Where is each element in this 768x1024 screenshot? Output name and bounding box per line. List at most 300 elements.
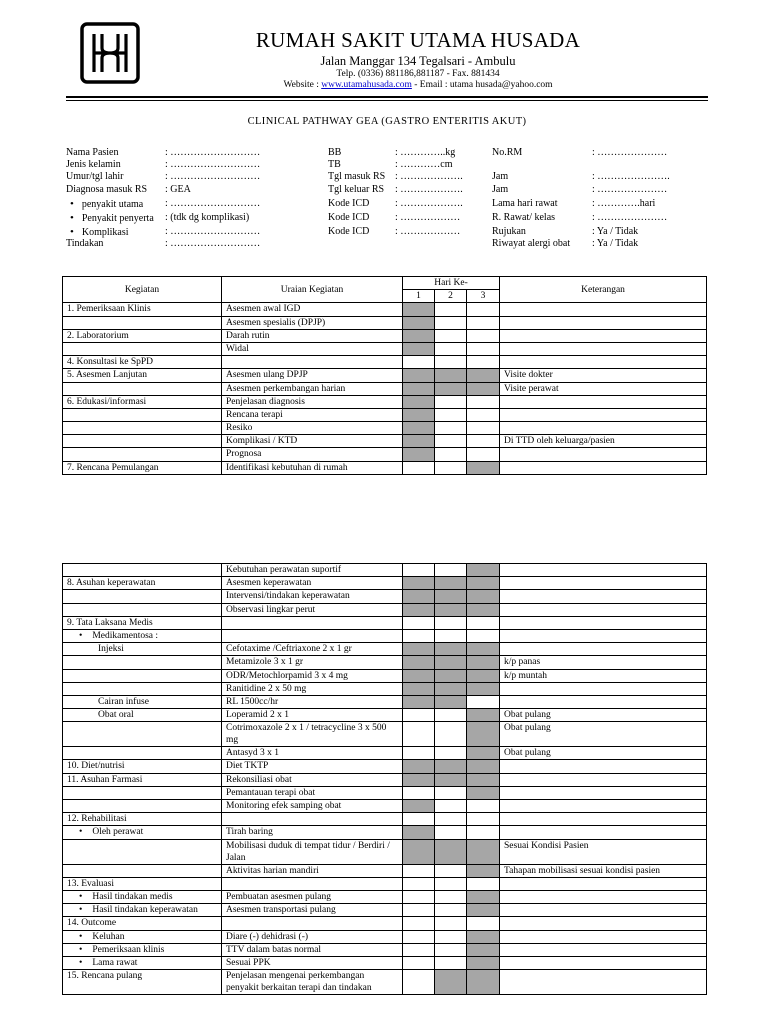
day-2-cell[interactable] bbox=[435, 408, 467, 421]
day-2-cell[interactable] bbox=[435, 956, 467, 969]
day-2-cell[interactable] bbox=[435, 864, 467, 877]
day-3-cell[interactable] bbox=[467, 629, 500, 642]
keterangan-cell bbox=[500, 603, 707, 616]
table-row bbox=[63, 342, 707, 355]
day-3-cell[interactable] bbox=[467, 773, 500, 786]
day-3-cell[interactable] bbox=[467, 448, 500, 461]
day-3-cell[interactable] bbox=[467, 813, 500, 826]
table-row bbox=[63, 864, 707, 877]
table-row bbox=[63, 603, 707, 616]
day-3-cell[interactable] bbox=[467, 356, 500, 369]
keterangan-cell bbox=[500, 800, 707, 813]
kegiatan-cell: 13. Evaluasi bbox=[63, 877, 222, 890]
table-row bbox=[63, 590, 707, 603]
header-rule bbox=[66, 96, 708, 98]
uraian-cell: Observasi lingkar perut bbox=[222, 603, 403, 616]
table-row bbox=[63, 695, 707, 708]
uraian-cell: Rencana terapi bbox=[222, 408, 403, 421]
keterangan-cell bbox=[500, 890, 707, 903]
keterangan-cell bbox=[500, 643, 707, 656]
day-2-cell[interactable] bbox=[435, 643, 467, 656]
day-1-cell[interactable] bbox=[403, 564, 435, 577]
day-1-cell[interactable] bbox=[403, 342, 435, 355]
header-rule-thin bbox=[66, 100, 708, 101]
table-row bbox=[63, 356, 707, 369]
day-1-cell[interactable] bbox=[403, 682, 435, 695]
day-3-cell[interactable] bbox=[467, 577, 500, 590]
keterangan-cell bbox=[500, 329, 707, 342]
day-2-cell[interactable] bbox=[435, 616, 467, 629]
day-2-cell[interactable] bbox=[435, 342, 467, 355]
day-2-cell[interactable] bbox=[435, 395, 467, 408]
day-2-cell[interactable] bbox=[435, 722, 467, 747]
form-field[interactable]: : ………………. bbox=[395, 184, 463, 195]
day-2-cell[interactable] bbox=[435, 813, 467, 826]
form-field[interactable]: : ………………… bbox=[592, 147, 668, 158]
table-row bbox=[63, 786, 707, 799]
day-2-cell[interactable] bbox=[435, 669, 467, 682]
day-1-cell[interactable] bbox=[403, 970, 435, 995]
kegiatan-cell bbox=[63, 603, 222, 616]
table-row bbox=[63, 316, 707, 329]
kegiatan-cell bbox=[63, 656, 222, 669]
day-1-cell[interactable] bbox=[403, 303, 435, 316]
uraian-cell: Asesmen awal IGD bbox=[222, 303, 403, 316]
table-row bbox=[63, 408, 707, 421]
keterangan-cell bbox=[500, 956, 707, 969]
form-field[interactable]: : ……………………… bbox=[165, 226, 261, 237]
form-field[interactable]: : ……………………… bbox=[165, 159, 261, 170]
form-field[interactable]: : ………………… bbox=[592, 212, 668, 223]
day-3-cell[interactable] bbox=[467, 329, 500, 342]
kegiatan-cell: 8. Asuhan keperawatan bbox=[63, 577, 222, 590]
kegiatan-cell bbox=[63, 786, 222, 799]
col-header-uraian: Uraian Kegiatan bbox=[222, 277, 403, 303]
day-2-cell[interactable] bbox=[435, 904, 467, 917]
kegiatan-cell: 10. Diet/nutrisi bbox=[63, 760, 222, 773]
table-row bbox=[63, 382, 707, 395]
day-2-cell[interactable] bbox=[435, 329, 467, 342]
keterangan-cell: Tahapan mobilisasi sesuai kondisi pasien bbox=[500, 864, 707, 877]
uraian-cell: Cefotaxime /Ceftriaxone 2 x 1 gr bbox=[222, 643, 403, 656]
table-row bbox=[63, 656, 707, 669]
kegiatan-cell: 6. Edukasi/informasi bbox=[63, 395, 222, 408]
document-title: CLINICAL PATHWAY GEA (GASTRO ENTERITIS AKUT) bbox=[247, 116, 527, 127]
form-field[interactable]: : ………………. bbox=[395, 198, 463, 209]
day-1-cell[interactable] bbox=[403, 316, 435, 329]
keterangan-cell bbox=[500, 408, 707, 421]
table-row bbox=[63, 669, 707, 682]
uraian-cell: Resiko bbox=[222, 422, 403, 435]
table-row bbox=[63, 616, 707, 629]
keterangan-cell bbox=[500, 695, 707, 708]
pathway-table-2 bbox=[62, 563, 707, 995]
kegiatan-cell: 5. Asesmen Lanjutan bbox=[63, 369, 222, 382]
day-1-cell[interactable] bbox=[403, 709, 435, 722]
day-1-cell[interactable] bbox=[403, 956, 435, 969]
form-label: Umur/tgl lahir bbox=[66, 171, 124, 182]
day-1-cell[interactable] bbox=[403, 461, 435, 474]
day-2-cell[interactable] bbox=[435, 826, 467, 839]
day-2-cell[interactable] bbox=[435, 890, 467, 903]
form-label: Diagnosa masuk RS bbox=[66, 184, 148, 195]
form-label: Lama hari rawat bbox=[492, 198, 558, 209]
day-3-cell[interactable] bbox=[467, 603, 500, 616]
keterangan-cell: Obat pulang bbox=[500, 709, 707, 722]
day-3-cell[interactable] bbox=[467, 943, 500, 956]
day-1-cell[interactable] bbox=[403, 773, 435, 786]
table-row bbox=[63, 643, 707, 656]
day-2-cell[interactable] bbox=[435, 316, 467, 329]
day-1-cell[interactable] bbox=[403, 616, 435, 629]
form-field[interactable]: : …………cm bbox=[395, 159, 453, 170]
table-row bbox=[63, 826, 707, 839]
form-field[interactable]: : Ya / Tidak bbox=[592, 226, 639, 237]
day-2-cell[interactable] bbox=[435, 461, 467, 474]
form-label: TB bbox=[328, 159, 341, 170]
day-2-cell[interactable] bbox=[435, 695, 467, 708]
day-1-cell[interactable] bbox=[403, 890, 435, 903]
form-field[interactable]: : ……………………… bbox=[165, 238, 261, 249]
table-row bbox=[63, 877, 707, 890]
form-label: • Komplikasi bbox=[70, 226, 129, 239]
kegiatan-cell bbox=[63, 408, 222, 421]
kegiatan-cell bbox=[63, 747, 222, 760]
table-row bbox=[63, 904, 707, 917]
day-1-cell[interactable] bbox=[403, 408, 435, 421]
uraian-cell bbox=[222, 917, 403, 930]
day-2-cell[interactable] bbox=[435, 356, 467, 369]
day-1-cell[interactable] bbox=[403, 943, 435, 956]
table-row bbox=[63, 773, 707, 786]
uraian-cell: Sesuai PPK bbox=[222, 956, 403, 969]
day-3-cell[interactable] bbox=[467, 342, 500, 355]
kegiatan-cell: • Medikamentosa : bbox=[63, 629, 222, 642]
form-field[interactable]: : ………….hari bbox=[592, 198, 656, 209]
uraian-cell: Cotrimoxazole 2 x 1 / tetracycline 3 x 500 mg bbox=[222, 722, 403, 747]
keterangan-cell: k/p muntah bbox=[500, 669, 707, 682]
uraian-cell bbox=[222, 629, 403, 642]
day-1-cell[interactable] bbox=[403, 643, 435, 656]
day-3-cell[interactable] bbox=[467, 616, 500, 629]
form-field[interactable]: : (tdk dg komplikasi) bbox=[165, 212, 250, 223]
day-3-cell[interactable] bbox=[467, 747, 500, 760]
keterangan-cell bbox=[500, 813, 707, 826]
day-1-cell[interactable] bbox=[403, 877, 435, 890]
day-2-cell[interactable] bbox=[435, 773, 467, 786]
form-label: • penyakit utama bbox=[70, 198, 143, 211]
day-1-cell[interactable] bbox=[403, 813, 435, 826]
form-field[interactable]: : Ya / Tidak bbox=[592, 238, 639, 249]
keterangan-cell bbox=[500, 629, 707, 642]
kegiatan-cell bbox=[63, 722, 222, 747]
kegiatan-cell: • Keluhan bbox=[63, 930, 222, 943]
kegiatan-cell bbox=[63, 564, 222, 577]
keterangan-cell bbox=[500, 760, 707, 773]
day-3-cell[interactable] bbox=[467, 303, 500, 316]
form-field[interactable]: : GEA bbox=[165, 184, 191, 195]
form-field[interactable]: : …………………. bbox=[592, 171, 670, 182]
kegiatan-cell bbox=[63, 342, 222, 355]
day-1-cell[interactable] bbox=[403, 422, 435, 435]
day-3-cell[interactable] bbox=[467, 695, 500, 708]
keterangan-cell bbox=[500, 564, 707, 577]
day-2-cell[interactable] bbox=[435, 709, 467, 722]
uraian-cell: Intervensi/tindakan keperawatan bbox=[222, 590, 403, 603]
kegiatan-cell bbox=[63, 448, 222, 461]
table-row bbox=[63, 760, 707, 773]
day-3-cell[interactable] bbox=[467, 709, 500, 722]
uraian-cell: Diare (-) dehidrasi (-) bbox=[222, 930, 403, 943]
uraian-cell: Asesmen perkembangan harian bbox=[222, 382, 403, 395]
day-1-cell[interactable] bbox=[403, 329, 435, 342]
keterangan-cell bbox=[500, 316, 707, 329]
day-2-cell[interactable] bbox=[435, 435, 467, 448]
hospital-contact bbox=[150, 80, 686, 90]
keterangan-cell: Sesuai Kondisi Pasien bbox=[500, 839, 707, 864]
table-row bbox=[63, 930, 707, 943]
uraian-cell: ODR/Metochlorpamid 3 x 4 mg bbox=[222, 669, 403, 682]
keterangan-cell bbox=[500, 786, 707, 799]
day-3-cell[interactable] bbox=[467, 395, 500, 408]
form-field[interactable]: : ……………………… bbox=[165, 198, 261, 209]
table-row bbox=[63, 970, 707, 995]
form-label: R. Rawat/ kelas bbox=[492, 212, 556, 223]
uraian-cell: Prognosa bbox=[222, 448, 403, 461]
day-3-cell[interactable] bbox=[467, 722, 500, 747]
table-row bbox=[63, 890, 707, 903]
form-label: Kode ICD bbox=[328, 226, 370, 237]
kegiatan-cell: Injeksi bbox=[63, 643, 222, 656]
table-row bbox=[63, 813, 707, 826]
uraian-cell: Pemantauan terapi obat bbox=[222, 786, 403, 799]
table-row bbox=[63, 722, 707, 747]
day-2-cell[interactable] bbox=[435, 590, 467, 603]
day-2-cell[interactable] bbox=[435, 747, 467, 760]
table-row bbox=[63, 747, 707, 760]
day-3-cell[interactable] bbox=[467, 382, 500, 395]
day-2-cell[interactable] bbox=[435, 629, 467, 642]
keterangan-cell bbox=[500, 395, 707, 408]
form-label: Tindakan bbox=[66, 238, 104, 249]
table-row bbox=[63, 461, 707, 474]
form-field[interactable]: : ………………. bbox=[395, 171, 463, 182]
form-field[interactable]: : ……………… bbox=[395, 226, 461, 237]
day-2-cell[interactable] bbox=[435, 970, 467, 995]
kegiatan-cell: 1. Pemeriksaan Klinis bbox=[63, 303, 222, 316]
day-2-cell[interactable] bbox=[435, 564, 467, 577]
kegiatan-cell: 11. Asuhan Farmasi bbox=[63, 773, 222, 786]
day-1-cell[interactable] bbox=[403, 839, 435, 864]
day-1-cell[interactable] bbox=[403, 395, 435, 408]
day-3-cell[interactable] bbox=[467, 890, 500, 903]
table-row bbox=[63, 682, 707, 695]
kegiatan-cell: Obat oral bbox=[63, 709, 222, 722]
day-1-cell[interactable] bbox=[403, 695, 435, 708]
table-row bbox=[63, 956, 707, 969]
day-2-cell[interactable] bbox=[435, 577, 467, 590]
day-2-cell[interactable] bbox=[435, 382, 467, 395]
day-1-cell[interactable] bbox=[403, 800, 435, 813]
uraian-cell bbox=[222, 616, 403, 629]
keterangan-cell bbox=[500, 342, 707, 355]
website-link[interactable]: www.utamahusada.com bbox=[321, 80, 412, 90]
day-3-cell[interactable] bbox=[467, 800, 500, 813]
uraian-cell bbox=[222, 356, 403, 369]
day-3-cell[interactable] bbox=[467, 656, 500, 669]
day-3-cell[interactable] bbox=[467, 956, 500, 969]
day-1-cell[interactable] bbox=[403, 435, 435, 448]
table-row bbox=[63, 435, 707, 448]
day-3-cell[interactable] bbox=[467, 643, 500, 656]
day-1-cell[interactable] bbox=[403, 356, 435, 369]
keterangan-cell bbox=[500, 616, 707, 629]
day-3-cell[interactable] bbox=[467, 930, 500, 943]
form-field[interactable]: : ……………………… bbox=[165, 171, 261, 182]
kegiatan-cell: • Oleh perawat bbox=[63, 826, 222, 839]
day-1-cell[interactable] bbox=[403, 590, 435, 603]
uraian-cell: TTV dalam batas normal bbox=[222, 943, 403, 956]
day-1-cell[interactable] bbox=[403, 747, 435, 760]
kegiatan-cell: 9. Tata Laksana Medis bbox=[63, 616, 222, 629]
uraian-cell: Metamizole 3 x 1 gr bbox=[222, 656, 403, 669]
keterangan-cell bbox=[500, 577, 707, 590]
day-3-cell[interactable] bbox=[467, 369, 500, 382]
day-2-cell[interactable] bbox=[435, 930, 467, 943]
kegiatan-cell: • Lama rawat bbox=[63, 956, 222, 969]
uraian-cell: Identifikasi kebutuhan di rumah bbox=[222, 461, 403, 474]
day-1-cell[interactable] bbox=[403, 382, 435, 395]
keterangan-cell: Visite perawat bbox=[500, 382, 707, 395]
day-2-cell[interactable] bbox=[435, 448, 467, 461]
email-text: - Email : utama husada@yahoo.com bbox=[411, 80, 553, 90]
day-2-cell[interactable] bbox=[435, 839, 467, 864]
keterangan-cell: Obat pulang bbox=[500, 747, 707, 760]
uraian-cell: Diet TKTP bbox=[222, 760, 403, 773]
day-2-cell[interactable] bbox=[435, 603, 467, 616]
table-row bbox=[63, 629, 707, 642]
day-3-cell[interactable] bbox=[467, 564, 500, 577]
day-3-cell[interactable] bbox=[467, 970, 500, 995]
day-3-cell[interactable] bbox=[467, 904, 500, 917]
kegiatan-cell bbox=[63, 839, 222, 864]
form-label: • Penyakit penyerta bbox=[70, 212, 154, 225]
day-2-cell[interactable] bbox=[435, 656, 467, 669]
keterangan-cell: Visite dokter bbox=[500, 369, 707, 382]
kegiatan-cell: • Hasil tindakan keperawatan bbox=[63, 904, 222, 917]
day-2-cell[interactable] bbox=[435, 786, 467, 799]
uraian-cell: Asesmen transportasi pulang bbox=[222, 904, 403, 917]
day-2-cell[interactable] bbox=[435, 917, 467, 930]
kegiatan-cell: 12. Rehabilitasi bbox=[63, 813, 222, 826]
uraian-cell: Antasyd 3 x 1 bbox=[222, 747, 403, 760]
day-1-cell[interactable] bbox=[403, 369, 435, 382]
day-3-cell[interactable] bbox=[467, 408, 500, 421]
keterangan-cell bbox=[500, 943, 707, 956]
day-2-cell[interactable] bbox=[435, 303, 467, 316]
day-1-cell[interactable] bbox=[403, 722, 435, 747]
day-2-cell[interactable] bbox=[435, 877, 467, 890]
form-field[interactable]: : …………..kg bbox=[395, 147, 456, 158]
day-3-cell[interactable] bbox=[467, 590, 500, 603]
day-1-cell[interactable] bbox=[403, 917, 435, 930]
day-1-cell[interactable] bbox=[403, 629, 435, 642]
day-2-cell[interactable] bbox=[435, 943, 467, 956]
day-1-cell[interactable] bbox=[403, 826, 435, 839]
day-3-cell[interactable] bbox=[467, 669, 500, 682]
table-row bbox=[63, 395, 707, 408]
pathway-table-1 bbox=[62, 276, 707, 475]
kegiatan-cell bbox=[63, 682, 222, 695]
uraian-cell: Asesmen keperawatan bbox=[222, 577, 403, 590]
day-2-cell[interactable] bbox=[435, 422, 467, 435]
day-3-cell[interactable] bbox=[467, 864, 500, 877]
day-3-cell[interactable] bbox=[467, 839, 500, 864]
keterangan-cell bbox=[500, 877, 707, 890]
table-row bbox=[63, 369, 707, 382]
uraian-cell: Aktivitas harian mandiri bbox=[222, 864, 403, 877]
uraian-cell: Monitoring efek samping obat bbox=[222, 800, 403, 813]
day-1-cell[interactable] bbox=[403, 930, 435, 943]
day-1-cell[interactable] bbox=[403, 669, 435, 682]
day-3-cell[interactable] bbox=[467, 826, 500, 839]
form-label: Riwayat alergi obat bbox=[492, 238, 571, 249]
uraian-cell: Rekonsiliasi obat bbox=[222, 773, 403, 786]
day-3-cell[interactable] bbox=[467, 760, 500, 773]
form-label: Rujukan bbox=[492, 226, 526, 237]
day-3-cell[interactable] bbox=[467, 682, 500, 695]
day-1-cell[interactable] bbox=[403, 760, 435, 773]
keterangan-cell bbox=[500, 448, 707, 461]
day-1-cell[interactable] bbox=[403, 603, 435, 616]
day-1-cell[interactable] bbox=[403, 864, 435, 877]
keterangan-cell bbox=[500, 356, 707, 369]
day-3-cell[interactable] bbox=[467, 917, 500, 930]
day-3-cell[interactable] bbox=[467, 435, 500, 448]
day-1-cell[interactable] bbox=[403, 904, 435, 917]
table-row bbox=[63, 564, 707, 577]
day-3-cell[interactable] bbox=[467, 461, 500, 474]
day-2-cell[interactable] bbox=[435, 369, 467, 382]
keterangan-cell bbox=[500, 422, 707, 435]
keterangan-cell: k/p panas bbox=[500, 656, 707, 669]
day-1-cell[interactable] bbox=[403, 448, 435, 461]
col-header-day-1: 1 bbox=[403, 290, 435, 303]
day-3-cell[interactable] bbox=[467, 786, 500, 799]
day-2-cell[interactable] bbox=[435, 760, 467, 773]
form-field[interactable]: : ……………… bbox=[395, 212, 461, 223]
kegiatan-cell bbox=[63, 422, 222, 435]
kegiatan-cell bbox=[63, 316, 222, 329]
day-1-cell[interactable] bbox=[403, 656, 435, 669]
day-2-cell[interactable] bbox=[435, 800, 467, 813]
table-row bbox=[63, 577, 707, 590]
kegiatan-cell bbox=[63, 590, 222, 603]
day-1-cell[interactable] bbox=[403, 577, 435, 590]
day-1-cell[interactable] bbox=[403, 786, 435, 799]
kegiatan-cell bbox=[63, 800, 222, 813]
form-field[interactable]: : ………………… bbox=[592, 184, 668, 195]
day-3-cell[interactable] bbox=[467, 316, 500, 329]
day-3-cell[interactable] bbox=[467, 422, 500, 435]
day-2-cell[interactable] bbox=[435, 682, 467, 695]
uraian-cell: Penjelasan mengenai perkembangan penyakit berkaitan terapi dan tindakan bbox=[222, 970, 403, 995]
day-3-cell[interactable] bbox=[467, 877, 500, 890]
keterangan-cell: Obat pulang bbox=[500, 722, 707, 747]
keterangan-cell bbox=[500, 904, 707, 917]
form-field[interactable]: : ……………………… bbox=[165, 147, 261, 158]
col-header-kegiatan: Kegiatan bbox=[63, 277, 222, 303]
